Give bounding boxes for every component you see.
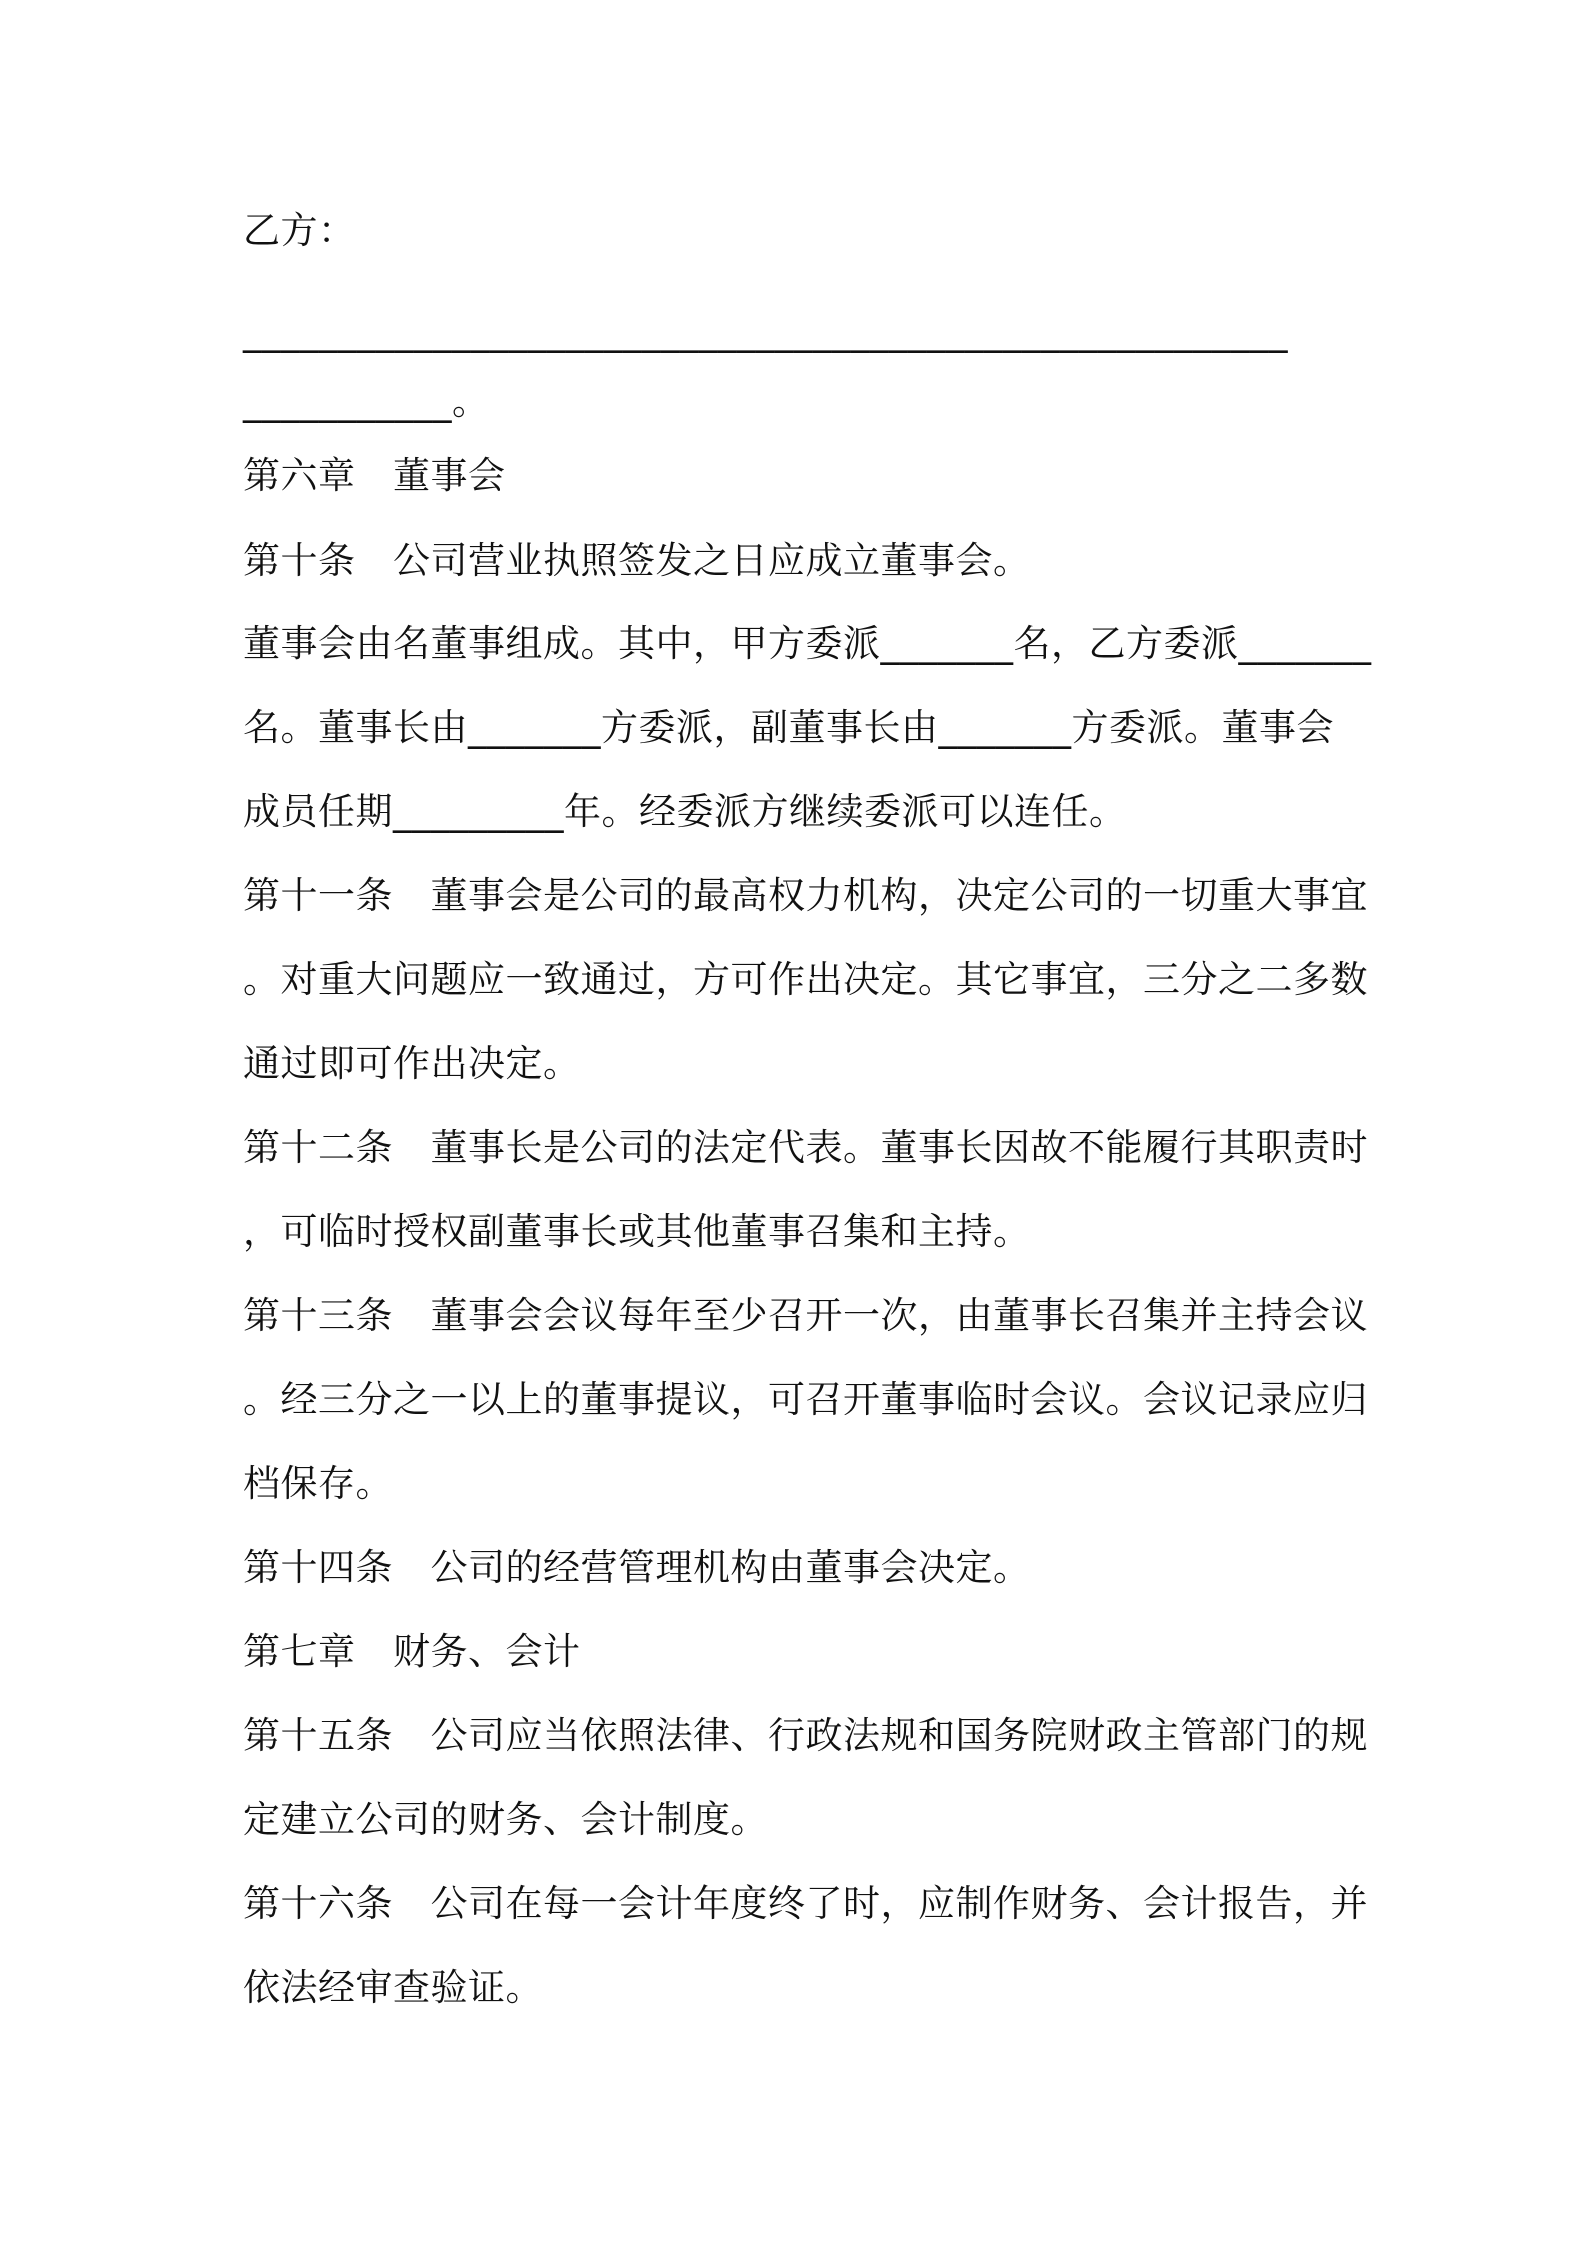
article-13-line-2: 。经三分之一以上的董事提议，可召开董事临时会议。会议记录应归 <box>243 1378 1368 1421</box>
article-14: 第十四条 公司的经营管理机构由董事会决定。 <box>243 1546 1031 1589</box>
article-15: 第十五条 公司应当依照法律、行政法规和国务院财政主管部门的规 <box>243 1714 1368 1757</box>
article-12-line-2: ，可临时授权副董事长或其他董事召集和主持。 <box>243 1210 1031 1253</box>
article-11-line-2: 。对重大问题应一致通过，方可作出决定。其它事宜，三分之二多数 <box>243 958 1368 1001</box>
party-b-label: 乙方： <box>243 209 356 252</box>
article-12: 第十二条 董事长是公司的法定代表。董事长因故不能履行其职责时 <box>243 1126 1368 1169</box>
blank-line-1: _______________________________________________________ <box>243 310 1288 353</box>
article-16-line-2: 依法经审查验证。 <box>243 1966 543 2009</box>
article-13-line-3: 档保存。 <box>243 1462 393 1505</box>
article-10: 第十条 公司营业执照签发之日应成立董事会。 <box>243 539 1031 582</box>
article-13: 第十三条 董事会会议每年至少召开一次，由董事长召集并主持会议 <box>243 1294 1368 1337</box>
article-16: 第十六条 公司在每一会计年度终了时，应制作财务、会计报告，并 <box>243 1882 1368 1925</box>
article-10-line-4: 成员任期_________年。经委派方继续委派可以连任。 <box>243 790 1127 833</box>
chapter-heading-7: 第七章 财务、会计 <box>243 1630 581 1673</box>
article-10-line-2: 董事会由名董事组成。其中，甲方委派_______名，乙方委派_______ <box>243 622 1372 665</box>
article-11: 第十一条 董事会是公司的最高权力机构，决定公司的一切重大事宜 <box>243 874 1368 917</box>
blank-line-2: ___________。 <box>243 380 490 423</box>
article-10-line-3: 名。董事长由_______方委派，副董事长由_______方委派。董事会 <box>243 706 1334 749</box>
article-11-line-3: 通过即可作出决定。 <box>243 1042 581 1085</box>
article-15-line-2: 定建立公司的财务、会计制度。 <box>243 1798 768 1841</box>
chapter-heading-6: 第六章 董事会 <box>243 454 506 497</box>
